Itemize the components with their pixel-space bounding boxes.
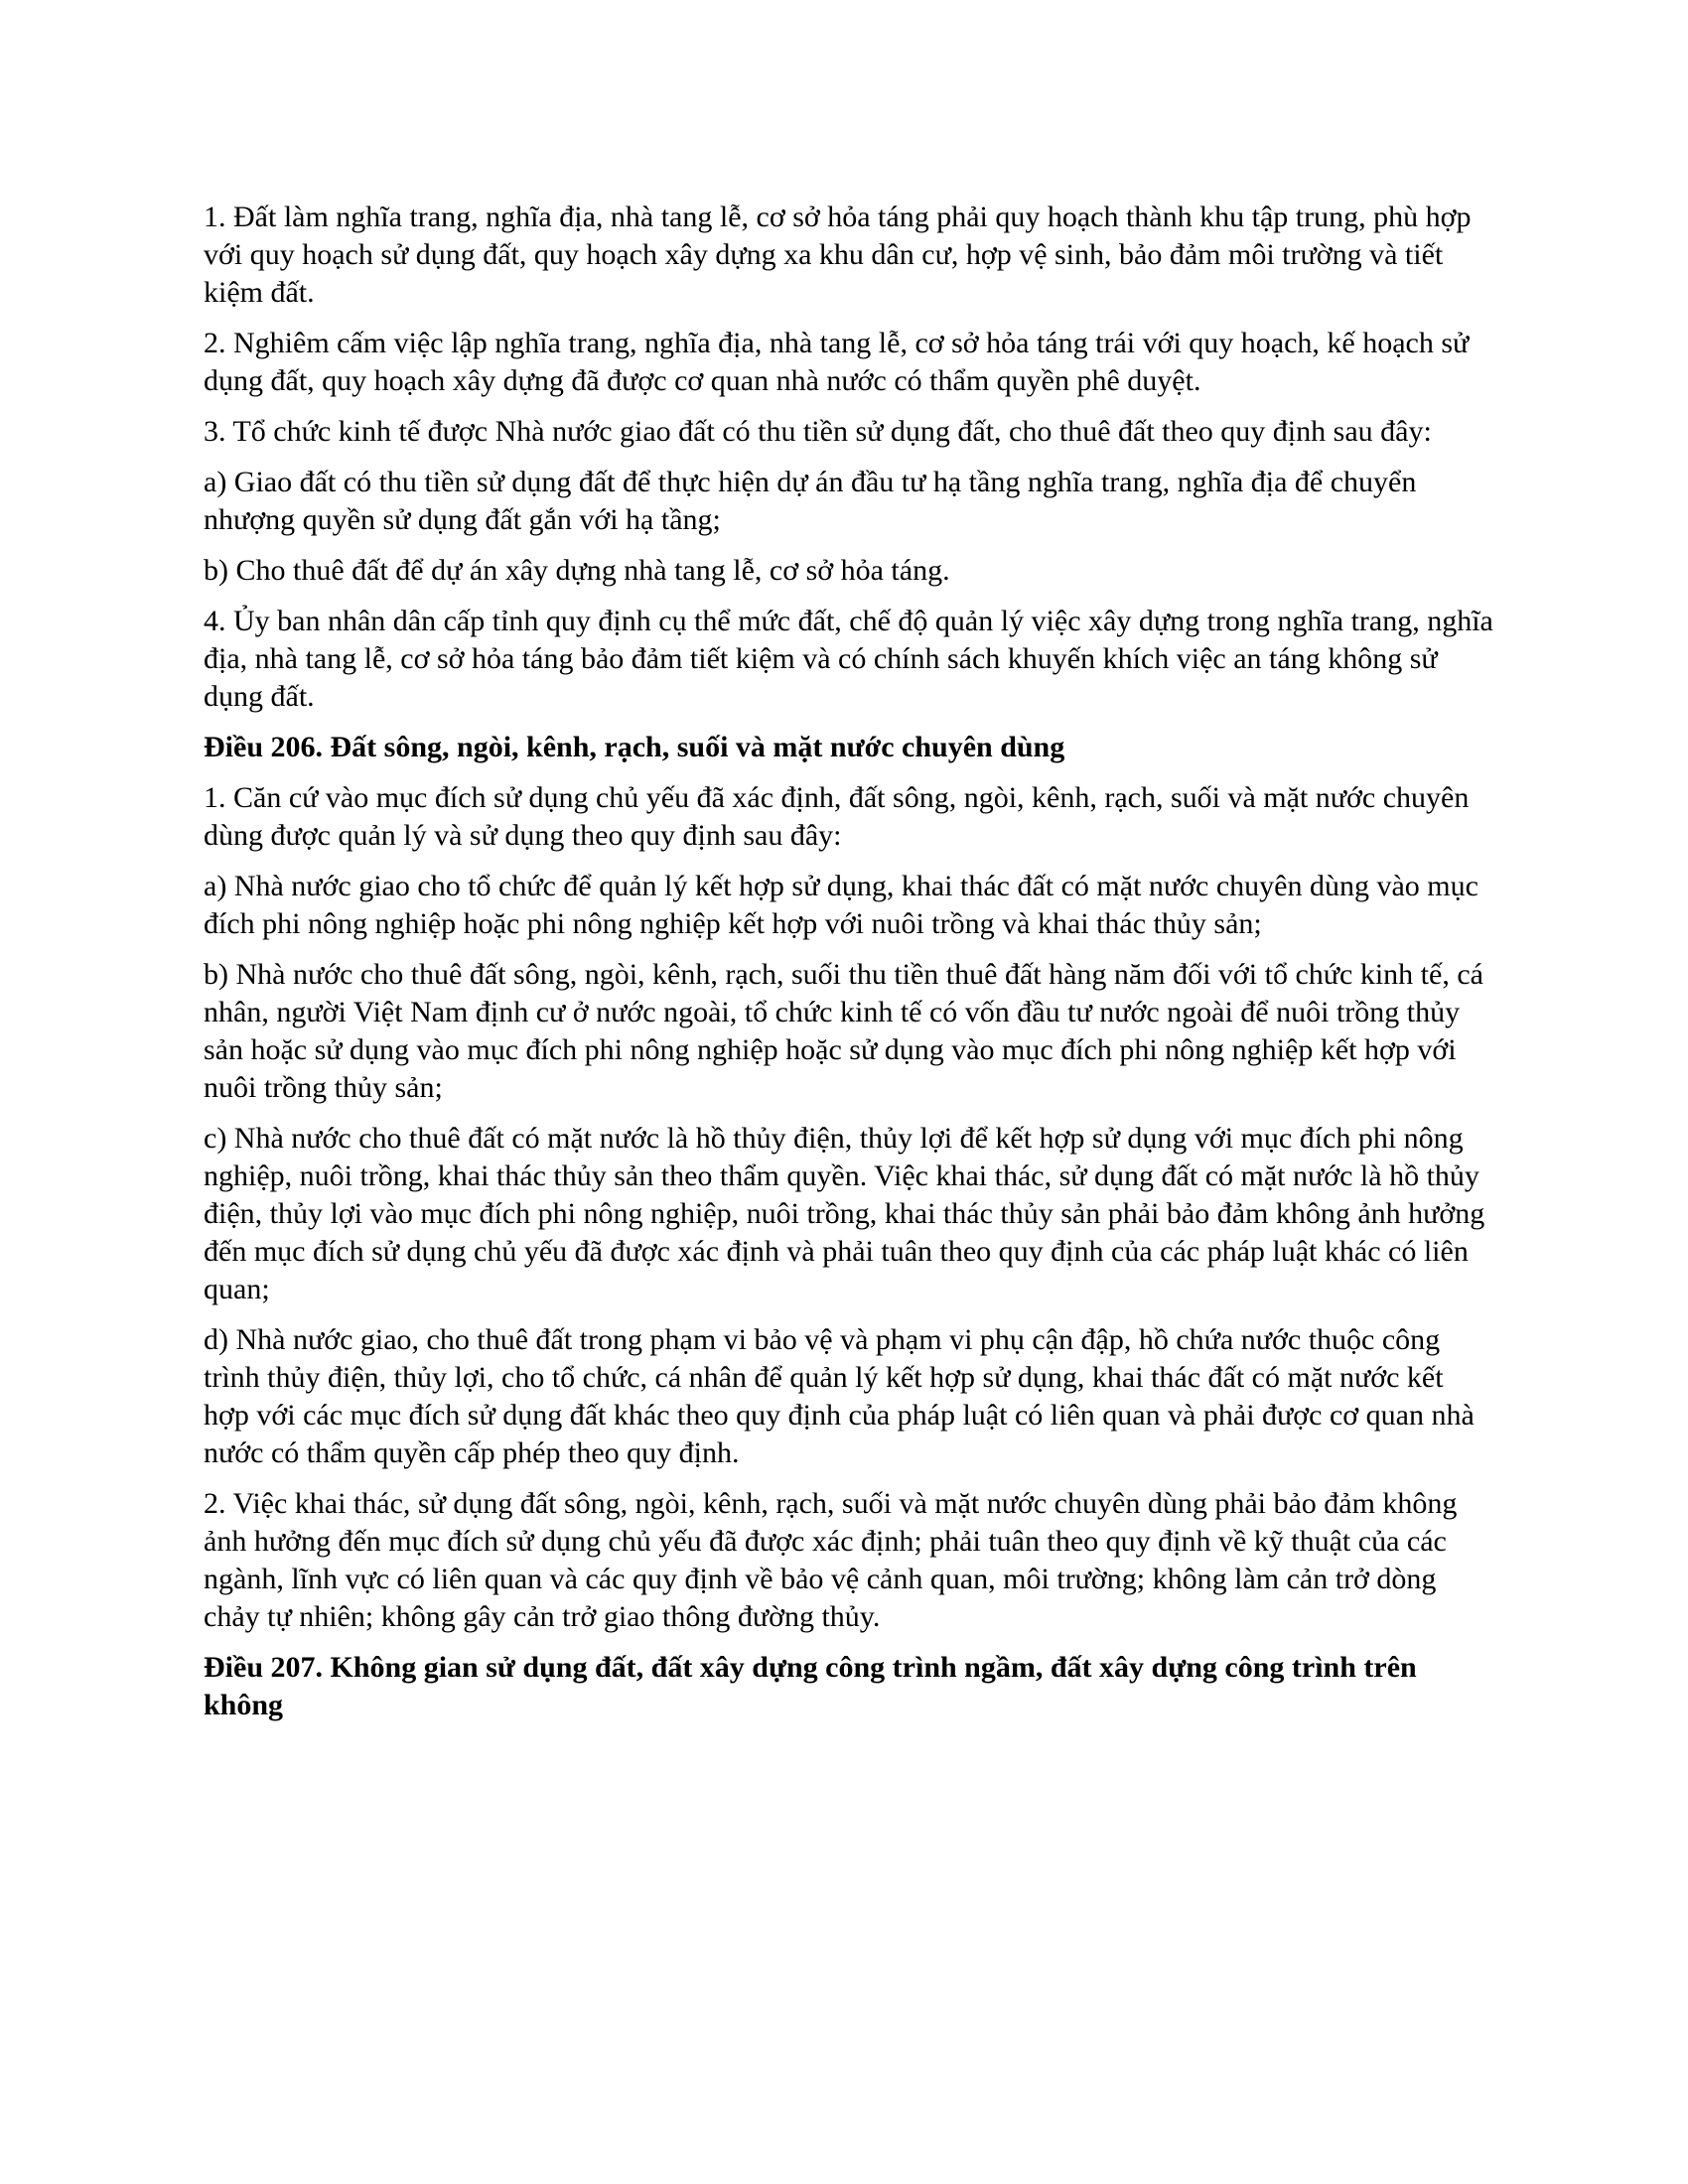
- paragraph-206-2: 2. Việc khai thác, sử dụng đất sông, ngòi, kênh, rạch, suối và mặt nước chuyên dùng phải bảo đảm không ảnh hưởng đến mục đích sử dụng chủ yếu đã được xác định; phải tuân theo quy định về kỹ thuật của các ngành, lĩnh vực có liên quan và các quy định về bảo vệ cảnh quan, môi trường; không làm cản trở dòng chảy tự nhiên; không gây cản trở giao thông đường thủy.: [204, 1487, 1458, 1633]
- paragraph-206-1d: d) Nhà nước giao, cho thuê đất trong phạm vi bảo vệ và phạm vi phụ cận đập, hồ chứa nước thuộc công trình thủy điện, thủy lợi, cho tổ chức, cá nhân để quản lý kết hợp sử dụng, khai thác đất có mặt nước kết hợp với các mục đích sử dụng đất khác theo quy định của pháp luật có liên quan và phải được cơ quan nhà nước có thẩm quyền cấp phép theo quy định.: [204, 1323, 1475, 1469]
- paragraph-205-1: 1. Đất làm nghĩa trang, nghĩa địa, nhà tang lễ, cơ sở hỏa táng phải quy hoạch thành khu tập trung, phù hợp với quy hoạch sử dụng đất, quy hoạch xây dựng xa khu dân cư, hợp vệ sinh, bảo đảm môi trường và tiết kiệm đất.: [204, 201, 1472, 309]
- paragraph-205-3a: a) Giao đất có thu tiền sử dụng đất để thực hiện dự án đầu tư hạ tầng nghĩa trang, nghĩa địa để chuyển nhượng quyền sử dụng đất gắn với hạ tầng;: [204, 466, 1417, 536]
- paragraph-205-3b: b) Cho thuê đất để dự án xây dựng nhà tang lễ, cơ sở hỏa táng.: [204, 554, 950, 587]
- paragraph-205-3: 3. Tổ chức kinh tế được Nhà nước giao đất có thu tiền sử dụng đất, cho thuê đất theo quy định sau đây:: [204, 415, 1432, 448]
- document-page: [204, 199, 1494, 1737]
- paragraph-206-1a: a) Nhà nước giao cho tổ chức để quản lý kết hợp sử dụng, khai thác đất có mặt nước chuyên dùng vào mục đích phi nông nghiệp hoặc phi nông nghiệp kết hợp với nuôi trồng và khai thác thủy sản;: [204, 870, 1478, 940]
- article-206-heading: Điều 206. Đất sông, ngòi, kênh, rạch, suối và mặt nước chuyên dùng: [204, 731, 1065, 763]
- paragraph-206-1b: b) Nhà nước cho thuê đất sông, ngòi, kênh, rạch, suối thu tiền thuê đất hàng năm đối với tổ chức kinh tế, cá nhân, người Việt Nam định cư ở nước ngoài, tổ chức kinh tế có vốn đầu tư nước ngoài để nuôi trồng thủy sản hoặc sử dụng vào mục đích phi nông nghiệp hoặc sử dụng vào mục đích phi nông nghiệp kết hợp với nuôi trồng thủy sản;: [204, 958, 1483, 1104]
- article-207-heading: Điều 207. Không gian sử dụng đất, đất xây dựng công trình ngầm, đất xây dựng công trình trên không: [204, 1651, 1417, 1721]
- paragraph-205-4: 4. Ủy ban nhân dân cấp tỉnh quy định cụ thể mức đất, chế độ quản lý việc xây dựng trong nghĩa trang, nghĩa địa, nhà tang lễ, cơ sở hỏa táng bảo đảm tiết kiệm và có chính sách khuyến khích việc an táng không sử dụng đất.: [204, 605, 1493, 713]
- paragraph-205-2: 2. Nghiêm cấm việc lập nghĩa trang, nghĩa địa, nhà tang lễ, cơ sở hỏa táng trái với quy hoạch, kế hoạch sử dụng đất, quy hoạch xây dựng đã được cơ quan nhà nước có thẩm quyền phê duyệt.: [204, 327, 1470, 397]
- paragraph-206-1: 1. Căn cứ vào mục đích sử dụng chủ yếu đã xác định, đất sông, ngòi, kênh, rạch, suối và mặt nước chuyên dùng được quản lý và sử dụng theo quy định sau đây:: [204, 781, 1470, 852]
- paragraph-206-1c: c) Nhà nước cho thuê đất có mặt nước là hồ thủy điện, thủy lợi để kết hợp sử dụng với mục đích phi nông nghiệp, nuôi trồng, khai thác thủy sản theo thẩm quyền. Việc khai thác, sử dụng đất có mặt nước là hồ thủy điện, thủy lợi vào mục đích phi nông nghiệp, nuôi trồng, khai thác thủy sản phải bảo đảm không ảnh hưởng đến mục đích sử dụng chủ yếu đã được xác định và phải tuân theo quy định của các pháp luật khác có liên quan;: [204, 1122, 1485, 1305]
